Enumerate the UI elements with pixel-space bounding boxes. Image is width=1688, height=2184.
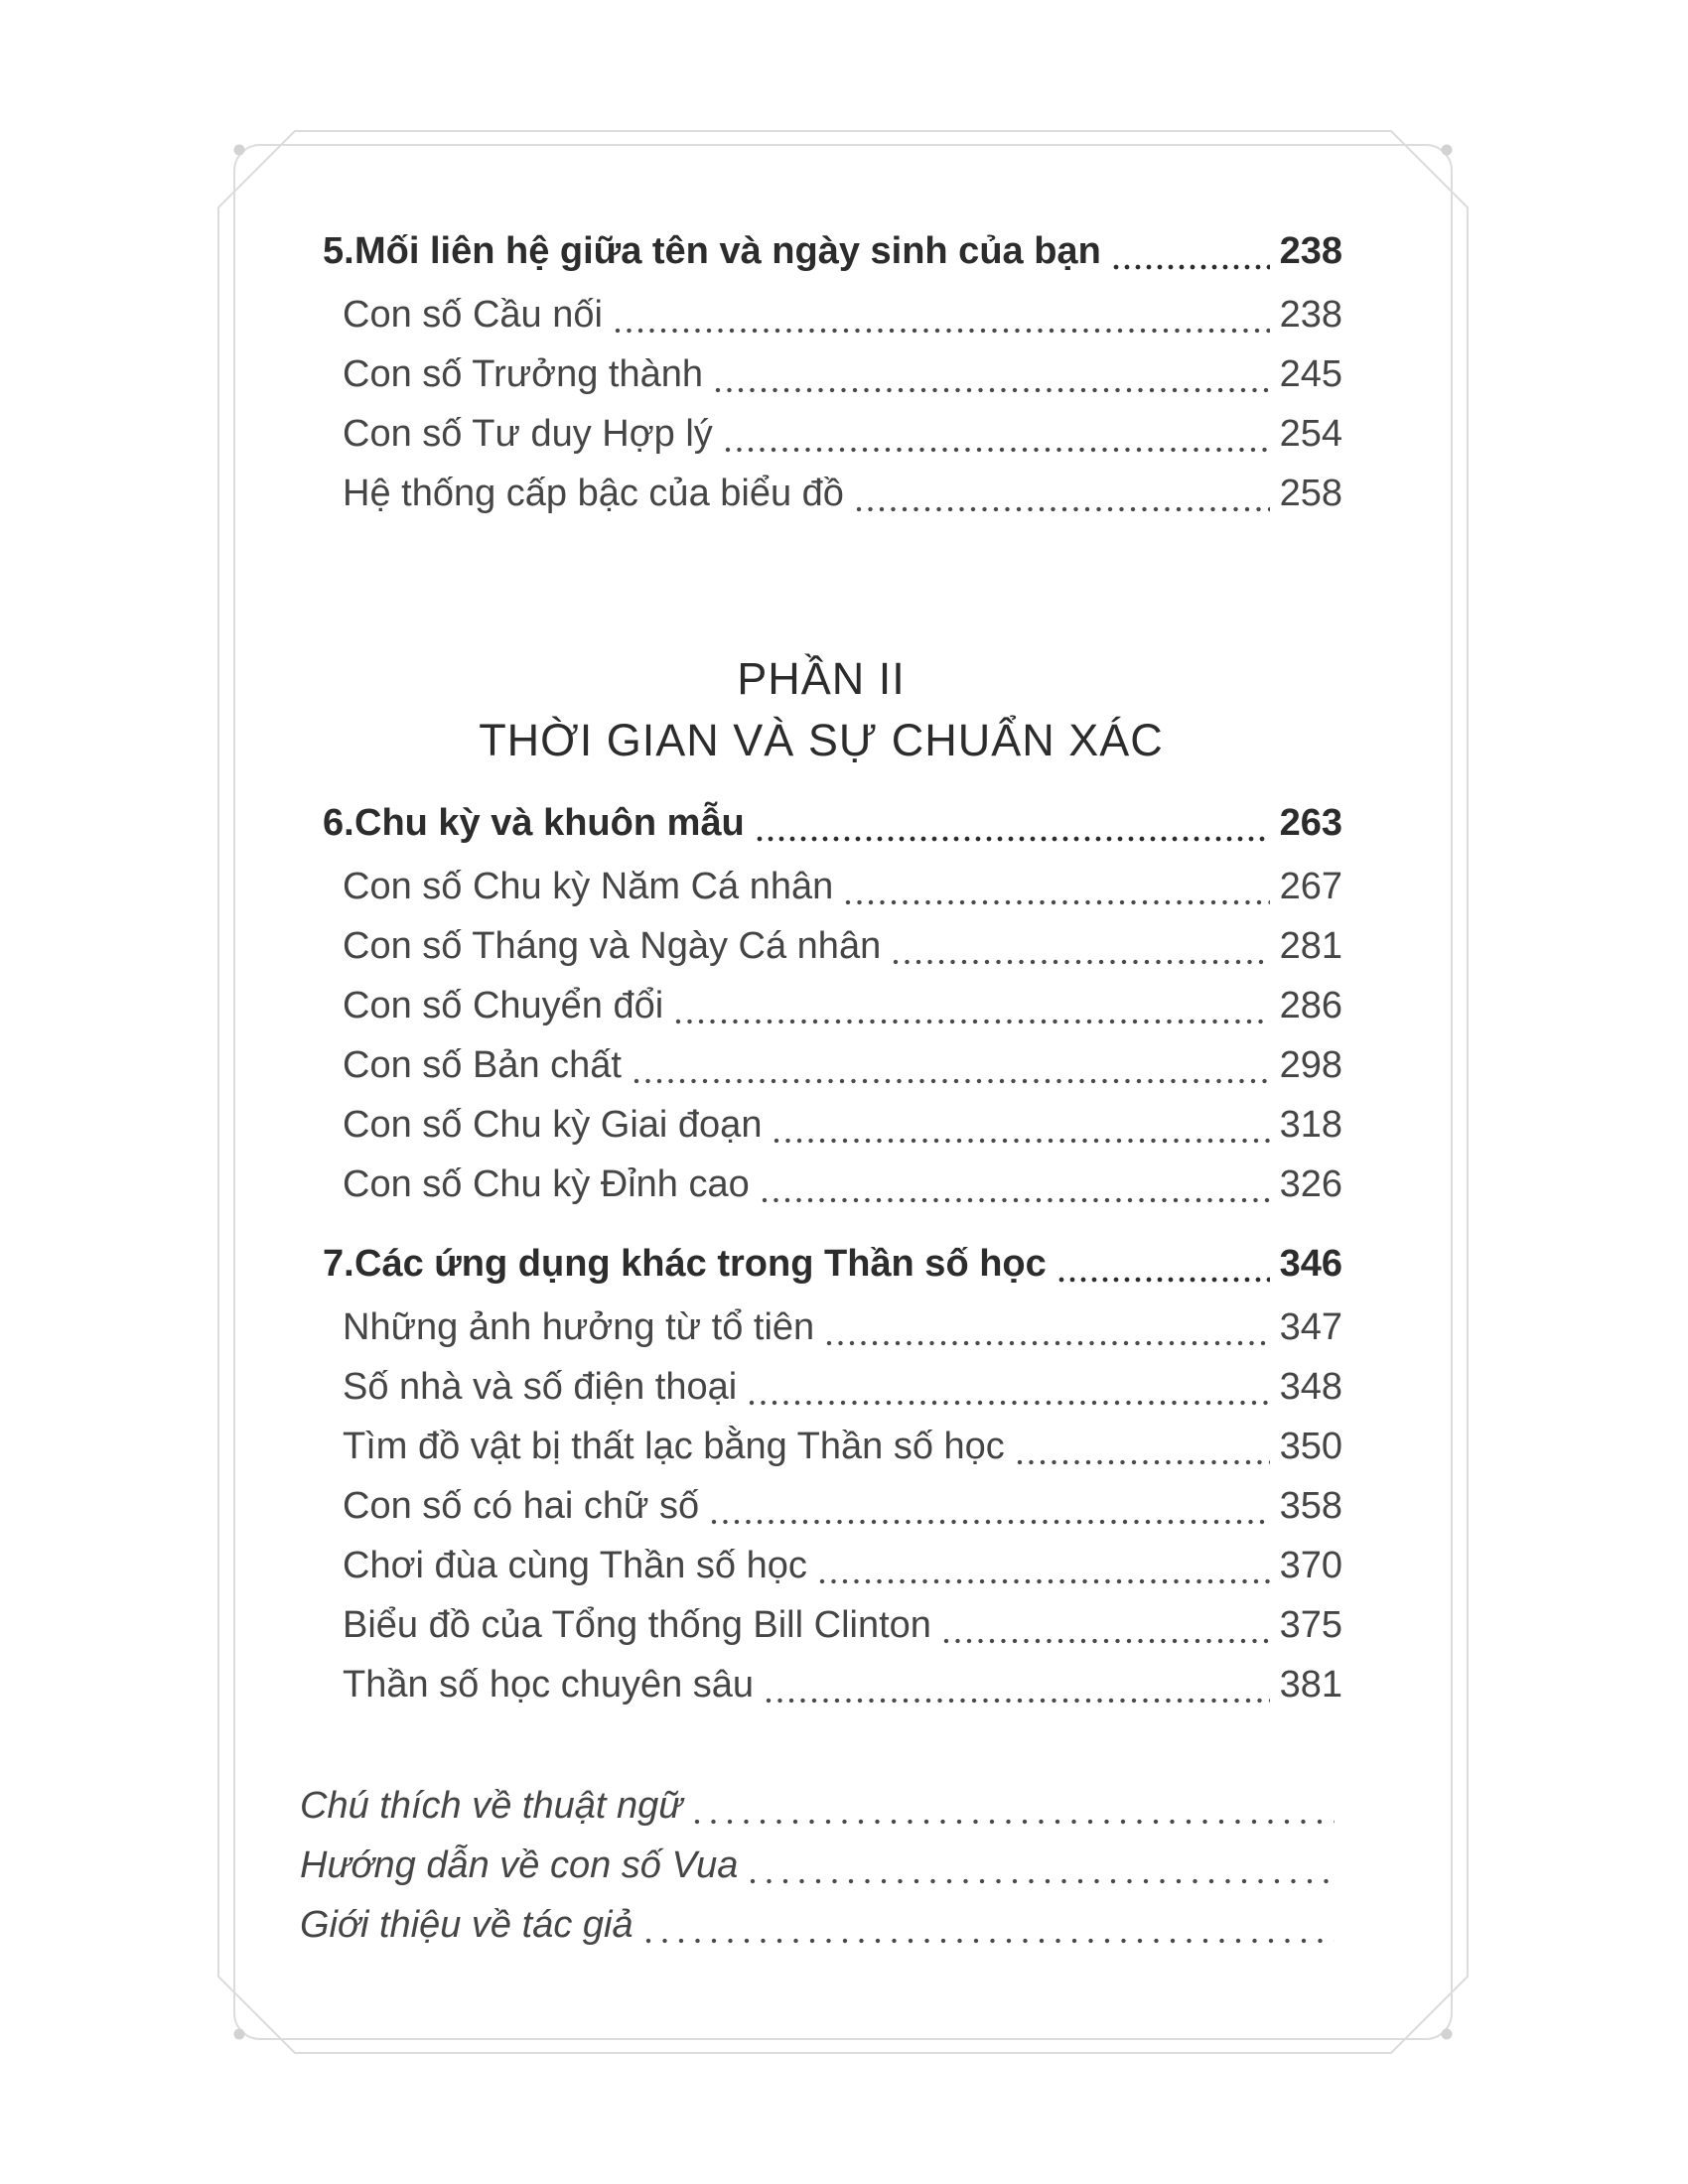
dot-leader [856,506,1270,512]
dot-leader [675,1019,1269,1024]
toc-sub-entry [300,916,1342,976]
toc-sub-entry [300,976,1342,1035]
appendix-title: Hướng dẫn về con số Vua [300,1843,739,1886]
corner-dot-top-right [1442,145,1453,156]
sub-title: Con số Chuyển đổi [343,984,664,1026]
sub-page-number: 245 [1279,352,1342,395]
sub-page-number: 286 [1279,984,1342,1026]
sub-title: Con số có hai chữ số [343,1484,700,1527]
toc-sub-entry [300,285,1342,344]
corner-dot-bottom-right [1442,2029,1453,2040]
sub-page-number: 358 [1279,1484,1342,1527]
sub-page-number: 258 [1279,472,1342,514]
dot-leader [845,899,1269,905]
sub-page-number: 326 [1279,1162,1342,1205]
sub-title: Biểu đồ của Tổng thống Bill Clinton [343,1603,931,1646]
toc [300,223,1342,1955]
chapter-title: Chu kỳ và khuôn mẫu [354,801,745,844]
sub-title: Thần số học chuyên sâu [343,1663,755,1706]
toc-appendix-entry [300,1836,1342,1895]
chapter-number: 7. [323,1242,354,1285]
dot-leader [893,959,1269,965]
toc-sub-entry [300,464,1342,523]
sub-title: Con số Cầu nối [343,293,603,336]
sub-title: Con số Trưởng thành [343,352,704,395]
sub-page-number: 281 [1279,924,1342,967]
corner-dot-bottom-left [234,2029,245,2040]
sub-page-number: 298 [1279,1043,1342,1086]
part-heading [300,648,1342,771]
dot-leader [819,1578,1270,1584]
sub-page-number: 375 [1279,1603,1342,1646]
dot-leader [694,1819,1335,1825]
sub-title: Con số Chu kỳ Đỉnh cao [343,1162,750,1205]
dot-leader [750,1878,1335,1884]
dot-leader [1017,1459,1270,1465]
toc-chapter-entry [300,795,1342,851]
dot-leader [762,1197,1270,1203]
dot-leader [645,1938,1335,1944]
toc-sub-entry [300,1536,1342,1595]
dot-leader [749,1400,1269,1406]
toc-sub-entry [300,1297,1342,1357]
toc-appendix-entry [300,1776,1342,1836]
toc-sub-entry [300,1417,1342,1476]
toc-sub-entry [300,404,1342,464]
sub-page-number: 238 [1279,293,1342,336]
sub-title: Chơi đùa cùng Thần số học [343,1544,807,1586]
dot-leader [943,1638,1270,1644]
dot-leader [633,1078,1270,1084]
toc-sub-entry [300,344,1342,404]
sub-page-number: 381 [1279,1663,1342,1706]
toc-sub-entry [300,1595,1342,1655]
chapter-title: Các ứng dụng khác trong Thần số học [354,1242,1047,1285]
chapter-page-number: 263 [1279,801,1342,844]
sub-page-number: 348 [1279,1365,1342,1408]
dot-leader [715,387,1270,393]
toc-sub-entry [300,1655,1342,1714]
chapter-number: 5. [323,229,354,272]
toc-chapter-entry [300,1236,1342,1292]
part-label: PHẦN II [737,653,906,704]
sub-title: Những ảnh hưởng từ tổ tiên [343,1305,815,1348]
dot-leader [774,1138,1269,1144]
sub-page-number: 318 [1279,1103,1342,1146]
sub-page-number: 267 [1279,865,1342,907]
sub-page-number: 370 [1279,1544,1342,1586]
toc-chapter-entry [300,223,1342,279]
sub-title: Tìm đồ vật bị thất lạc bằng Thần số học [343,1425,1005,1467]
dot-leader [725,447,1270,453]
corner-dot-top-left [234,145,245,156]
sub-title: Số nhà và số điện thoại [343,1365,738,1408]
chapter-number: 6. [323,801,354,844]
part-title: THỜI GIAN VÀ SỰ CHUẨN XÁC [479,715,1164,765]
toc-sub-entry [300,857,1342,916]
dot-leader [826,1340,1269,1346]
dot-leader [757,836,1270,842]
appendix-title: Chú thích về thuật ngữ [300,1784,683,1827]
appendix-block [300,1776,1342,1955]
chapter-title: Mối liên hệ giữa tên và ngày sinh của bạn [354,229,1101,272]
sub-title: Con số Bản chất [343,1043,622,1086]
sub-title: Con số Tháng và Ngày Cá nhân [343,924,882,967]
toc-sub-entry [300,1035,1342,1095]
dot-leader [1113,264,1270,270]
appendix-title: Giới thiệu về tác giả [300,1903,633,1946]
toc-sub-entry [300,1095,1342,1155]
toc-appendix-entry [300,1895,1342,1955]
dot-leader [766,1698,1270,1704]
chapter-page-number: 346 [1279,1242,1342,1285]
dot-leader [1058,1277,1270,1283]
toc-sub-entry [300,1357,1342,1417]
toc-sub-entry [300,1476,1342,1536]
sub-page-number: 254 [1279,412,1342,455]
sub-title: Con số Chu kỳ Năm Cá nhân [343,865,834,907]
dot-leader [615,328,1270,334]
sub-title: Con số Tư duy Hợp lý [343,412,713,455]
sub-page-number: 350 [1279,1425,1342,1467]
chapter-page-number: 238 [1279,229,1342,272]
sub-title: Con số Chu kỳ Giai đoạn [343,1103,763,1146]
sub-title: Hệ thống cấp bậc của biểu đồ [343,472,844,514]
sub-page-number: 347 [1279,1305,1342,1348]
dot-leader [711,1519,1269,1525]
toc-sub-entry [300,1155,1342,1214]
